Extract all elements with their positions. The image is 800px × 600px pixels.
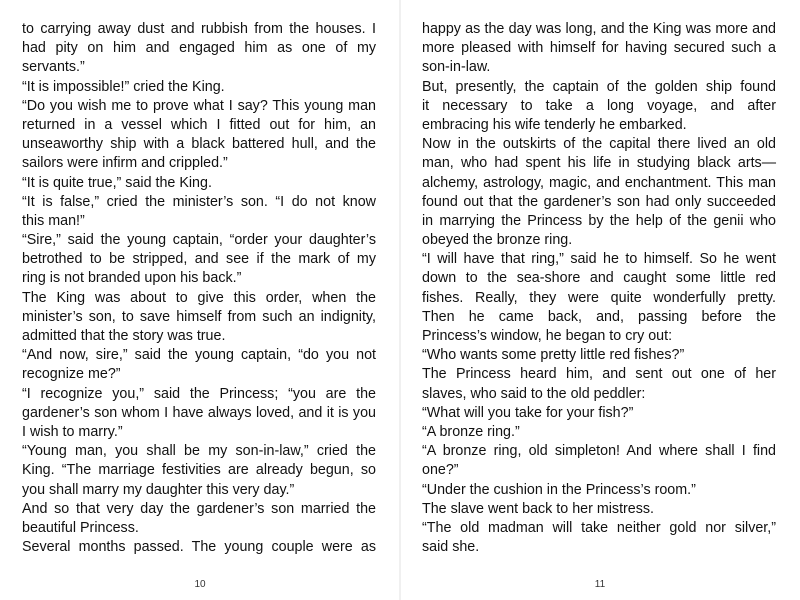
text-line: Princess’s window, he began to cry out: — [422, 328, 673, 344]
text-line: I wish to marry.” — [22, 423, 123, 440]
text-line: “A bronze ring, old simpleton! And where shall I find — [422, 443, 776, 460]
text-line: gardener’s son whom I have always loved, and it is you — [22, 404, 376, 421]
text-line: And so that very day the gardener’s son married the — [22, 500, 376, 517]
text-line: “What will you take for your fish?” — [422, 404, 634, 421]
text-line: “I recognize you,” said the Princess; “you are the — [22, 385, 376, 402]
text-line: happy as the day was long, and the King was more and — [422, 21, 776, 37]
text-line: recognize me?” — [22, 366, 121, 383]
text-line: But, presently, the captain of the golden ship found — [422, 78, 776, 95]
text-line: “Do you wish me to prove what I say? This young man — [22, 97, 376, 114]
text-line: The slave went back to her mistress. — [422, 500, 655, 517]
text-line: “It is quite true,” said the King. — [22, 174, 212, 191]
text-line: in marrying the Princess by the help of the genii who — [422, 212, 776, 229]
text-line: son-in-law. — [422, 59, 491, 76]
text-line: betrothed to be stripped, and see if the mark of my — [22, 251, 376, 268]
text-line: one?” — [422, 462, 459, 479]
text-line: found out that the gardener’s son had only succeeded — [422, 193, 776, 210]
text-line: “A bronze ring.” — [422, 423, 520, 440]
text-line: obeyed the bronze ring. — [422, 232, 573, 249]
text-line: “Sire,” said the young captain, “order your daughter’s — [22, 232, 376, 249]
page-number: 10 — [194, 579, 206, 590]
text-line: “It is false,” cried the minister’s son. “I do not know — [22, 193, 376, 210]
text-line: The King was about to give this order, when the — [22, 289, 376, 306]
text-line: it necessary to take a long voyage, and after — [422, 97, 776, 114]
page-text — [22, 20, 376, 557]
text-line: this man!” — [22, 212, 85, 229]
page-text — [422, 20, 776, 557]
text-line: alchemy, astrology, magic, and enchantment. This man — [422, 174, 776, 191]
text-line: “The old madman will take neither gold nor silver,” — [422, 519, 776, 536]
text-line: “And now, sire,” said the young captain, “do you not — [22, 347, 376, 364]
text-line: “It is impossible!” cried the King. — [22, 78, 225, 95]
text-line: slaves, who said to the old peddler: — [422, 385, 646, 402]
text-line: you shall marry my daughter this very day.” — [22, 481, 295, 498]
text-line: King. “The marriage festivities are already begun, so — [22, 462, 376, 479]
text-line: The Princess heard him, and sent out one of her — [422, 366, 776, 383]
text-line: said she. — [422, 539, 480, 556]
text-line: Several months passed. The young couple were as — [22, 539, 376, 556]
text-line: down to the sea-shore and caught some little red — [422, 270, 776, 287]
text-line: unseaworthy ship with a black battered hull, and the — [22, 136, 376, 153]
text-line: returned in a vessel which I fitted out for him, an — [22, 116, 376, 133]
text-line: Then he came back, and, passing before the — [422, 308, 776, 325]
text-line: “Under the cushion in the Princess’s room.” — [422, 481, 696, 498]
text-line: “Young man, you shall be my son-in-law,” cried the — [22, 443, 376, 460]
text-line: man, who had spent his life in studying black arts— — [422, 155, 776, 172]
text-line: had pity on him and engaged him as one of my — [22, 40, 376, 57]
text-line: to carrying away dust and rubbish from the houses. I — [22, 21, 376, 37]
right-page — [400, 0, 800, 600]
text-line: “Who wants some pretty little red fishes?” — [422, 347, 685, 364]
text-line: more pleased with himself for having secured such a — [422, 40, 776, 57]
text-line: admitted that the story was true. — [22, 328, 226, 344]
text-line: embracing his wife tenderly he embarked. — [422, 116, 687, 133]
text-line: servants.” — [22, 59, 85, 76]
text-line: minister’s son, to save himself from such an indignity, — [22, 308, 376, 325]
text-line: sailors were infirm and crippled.” — [22, 155, 228, 172]
text-line: beautiful Princess. — [22, 519, 139, 536]
text-line: Now in the outskirts of the capital there lived an old — [422, 136, 776, 153]
text-line: ring is not branded upon his back.” — [22, 270, 242, 287]
text-line: “I will have that ring,” said he to himself. So he went — [422, 251, 776, 268]
page-number: 11 — [594, 579, 606, 590]
text-line: fishes. Really, they were quite wonderfully pretty. — [422, 289, 776, 306]
